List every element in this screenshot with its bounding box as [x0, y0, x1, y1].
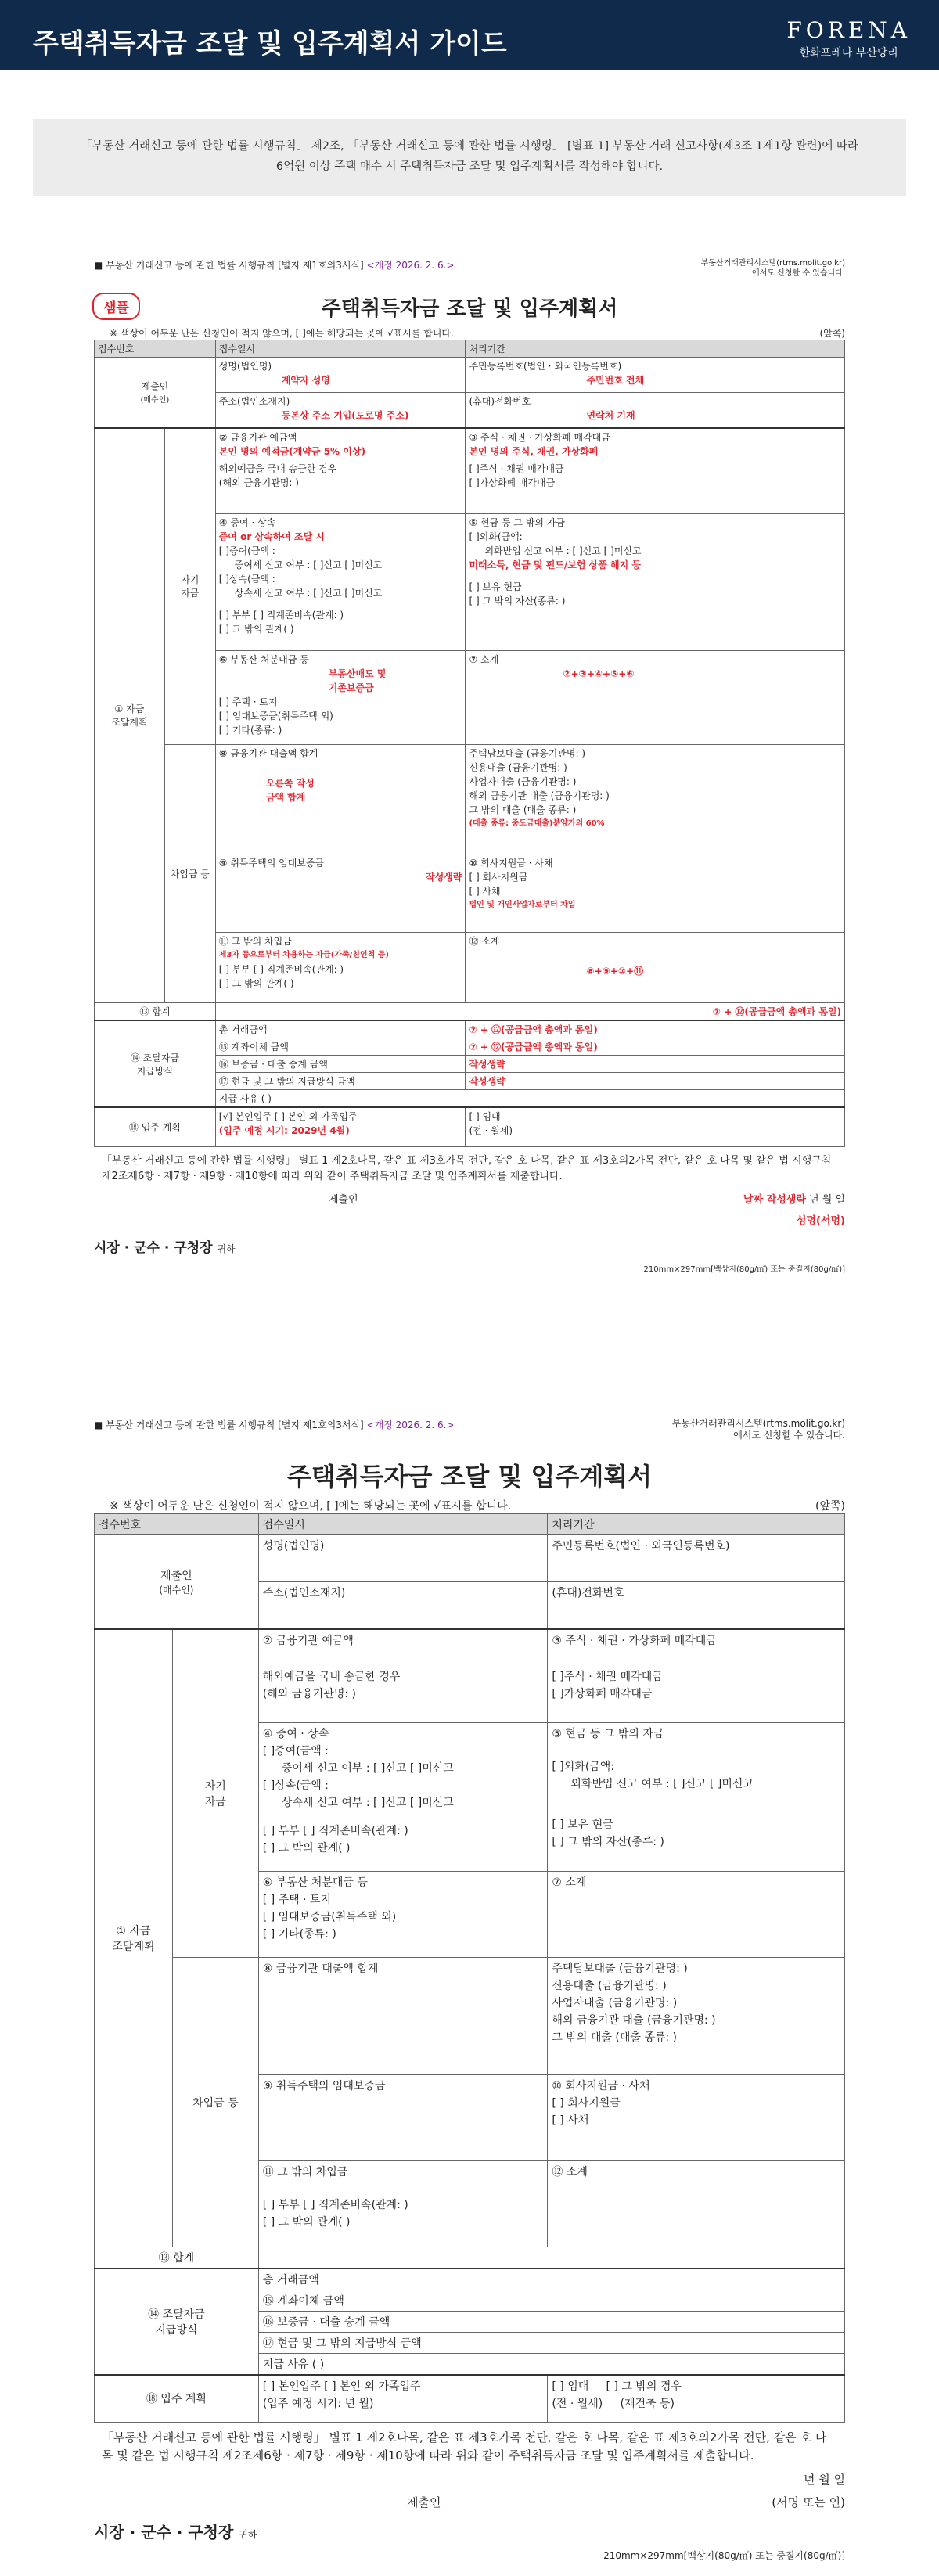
page-header — [0, 0, 939, 70]
paper-spec: 210mm×297mm[백상지(80g/㎡) 또는 중질지(80g/㎡)] — [603, 2549, 845, 2561]
sample-table: 접수번호 접수일시 처리기간 제출인 (매수인) 성명(법인명) 계약자 성명 주민등록번호(법인 · 외국인등록번호) 주민번호 전체 주소(법인소재지) 등본상 주소 기입(도로명 주소) (휴대)전화번호 연락처 기재 ① 자금 조달계획 자기 자금 ② 금융기관 예금액 본인 명의 예적금(계약금 5% 이상) 해외예금을 국내 송금한 경우 (해외 금융기관명: ) ③ 주식 · 채권 · 가상화폐 매각대금 본인 명의 주식, 채권, 가상화폐 [ ]주식 · 채권 매각대금 [ ]가상화폐 매각대금 ④ 증여 · 상속 증여 or 상속하여 조달 시 [ ]증여(금액 : 증여세 신고 여부 : [ ]신고 [ ]미신고 [ ]상속(금액 : 상속세 신고 여부 : [ ]신고 [ ]미신고 [ ] 부부 [ ] 직계존비속(관계: ) [ ] 그 밖의 관계( ) ⑤ 현금 등 그 밖의 자금 [ ]외화(금액: 외화반입 신고 여부 : [ ]신고 [ ]미신고 미래소득, 현금 및 펀드/보험 상품 해지 등 [ ] 보유 현금 [ ] 그 밖의 자산(종류: ) ⑥ 부동산 처분대금 등 부동산매도 및 기존보증금 [ ] 주택 · 토지 [ ] 임대보증금(취득주택 외) [ ] 기타(종류: ) ⑦ 소계 ②+③+④+⑤+⑥ 차입금 등 ⑧ 금융기관 대출액 합계 오른쪽 작성 금액 합계 주택담보대출 (금융기관명: ) 신용대출 (금융기관명: ) 사업자대출 (금융기관명: ) 해외 금융기관 대출 (금융기관명: ) 그 밖의 대출 (대출 종류: ) (대출 종류: 중도금대출)분양가의 60% ⑨ 취득주택의 임대보증금 작성생략 ⑩ 회사지원금 · 사채 [ ] 회사지원금 [ ] 사채 법인 및 개인사업자로부터 차입 ⑪ 그 밖의 차입금 제3자 등으로부터 차용하는 자금(가족/친인척 등) [ ] 부부 [ ] 직계존비속(관계: ) [ ] 그 밖의 관계( ) ⑫ 소계 ⑧+⑨+⑩+⑪ ⑬ 합계 ⑦ + ⑫(공급금액 총액과 동일) ⑭ 조달자금 지급방식 총 거래금액 ⑦ + ⑫(공급금액 총액과 동일) ⑮ 계좌이체 금액 ⑦ + ⑫(공급금액 총액과 동일) ⑯ 보증금 · 대출 승계 금액 작성생략 ⑰ 현금 및 그 밖의 지급방식 금액 작성생략 지급 사유 ( ) ⑱ 입주 계획 [√] 본인입주 [ ] 본인 외 가족입주 (입주 예정 시기: 2029년 4월) [ ] 임대 (전 · 월세) — [94, 340, 845, 1147]
law-reference: ■ 부동산 거래신고 등에 관한 법률 시행규칙 [별지 제1호의3서식] <개정 2026. 2. 6.> — [94, 1419, 455, 1430]
brand-wordmark: FORENA — [786, 17, 911, 43]
intro-line-2: 6억원 이상 주택 매수 시 주택취득자금 조달 및 입주계획서를 작성해야 합니다. — [275, 160, 664, 173]
blank-form: ■ 부동산 거래신고 등에 관한 법률 시행규칙 [별지 제1호의3서식] <개정 2026. 2. 6.> 부동산거래관리시스템(rtms.molit.go.kr) 에서도 신청할 수 있습니다. 주택취득자금 조달 및 입주계획서 ※ 색상이 어두운 난은 신청인이 적지 않으며, [ ]에는 해당되는 곳에 √표시를 합니다. (앞쪽) 접수번호 접수일시 처리기간 제출인 (매수인) 성명(법인명) 주민등록번호(법인 · 외국인등록번호) 주소(법인소재지) (휴대)전화번호 ① 자금 조달계획 자기 자금 ② 금융기관 예금액 해외예금을 국내 송금한 경우 (해외 금융기관명: ) ③ 주식 · 채권 · 가상화폐 매각대금 [ ]주식 · 채권 매각대금 [ ]가상화폐 매각대금 ④ 증여 · 상속 [ ]증여(금액 : 증여세 신고 여부 : [ ]신고 [ ]미신고 [ ]상속(금액 : 상속세 신고 여부 : [ ]신고 [ ]미신고 [ ] 부부 [ ] 직계존비속(관계: ) [ ] 그 밖의 관계( ) ⑤ 현금 등 그 밖의 자금 [ ]외화(금액: 외화반입 신고 여부 : [ ]신고 [ ]미신고 [ ] 보유 현금 [ ] 그 밖의 자산(종류: ) ⑥ 부동산 처분대금 등 [ ] 주택 · 토지 [ ] 임대보증금(취득주택 외) [ ] 기타(종류: ) ⑦ 소계 차입금 등 ⑧ 금융기관 대출액 합계 주택담보대출 (금융기관명: ) 신용대출 (금융기관명: ) 사업자대출 (금융기관명: ) 해외 금융기관 대출 (금융기관명: ) 그 밖의 대출 (대출 종류: ) ⑨ 취득주택의 임대보증금 ⑩ 회사지원금 · 사채 [ ] 회사지원금 [ ] 사채 ⑪ 그 밖의 차입금 [ ] 부부 [ ] 직계존비속(관계: ) [ ] 그 밖의 관계( ) ⑫ 소계 ⑬ 합계 ⑭ 조달자금 지급방식 총 거래금액 ⑮ 계좌이체 금액 ⑯ 보증금 · 대출 승계 금액 ⑰ 현금 및 그 밖의 지급방식 금액 지급 사유 ( ) ⑱ 입주 계획 [ ] 본인입주 [ ] 본인 외 가족입주 (입주 예정 시기: 년 월) [ ] 임대 [ ] 그 밖의 경우 (전 · 월세) (재건축 등) 「부동산 거래신고 등에 관한 법률 시행령」 별표 1 제2호나목, 같은 표 제3호가목 전단, 같은 호 나목, 같은 표 제3호의2가목 전단, 같은 호 나목 및 같은 법 시행규칙 제2조제6항 · 제7항 · 제9항 · 제10항에 따라 위와 같이 주택취득자금 조달 및 입주계획서를 제출합니다. 년 월 일 제출인 (서명 또는 인) 시장 · 군수 · 구청장 귀하 210mm×297mm[백상지(80g/㎡) 또는 중질지(80g/㎡)] — [94, 1418, 845, 2561]
blank-table: 접수번호 접수일시 처리기간 제출인 (매수인) 성명(법인명) 주민등록번호(법인 · 외국인등록번호) 주소(법인소재지) (휴대)전화번호 ① 자금 조달계획 자기 자금 ② 금융기관 예금액 해외예금을 국내 송금한 경우 (해외 금융기관명: ) ③ 주식 · 채권 · 가상화폐 매각대금 [ ]주식 · 채권 매각대금 [ ]가상화폐 매각대금 ④ 증여 · 상속 [ ]증여(금액 : 증여세 신고 여부 : [ ]신고 [ ]미신고 [ ]상속(금액 : 상속세 신고 여부 : [ ]신고 [ ]미신고 [ ] 부부 [ ] 직계존비속(관계: ) [ ] 그 밖의 관계( ) ⑤ 현금 등 그 밖의 자금 [ ]외화(금액: 외화반입 신고 여부 : [ ]신고 [ ]미신고 [ ] 보유 현금 [ ] 그 밖의 자산(종류: ) ⑥ 부동산 처분대금 등 [ ] 주택 · 토지 [ ] 임대보증금(취득주택 외) [ ] 기타(종류: ) ⑦ 소계 차입금 등 ⑧ 금융기관 대출액 합계 주택담보대출 (금융기관명: ) 신용대출 (금융기관명: ) 사업자대출 (금융기관명: ) 해외 금융기관 대출 (금융기관명: ) 그 밖의 대출 (대출 종류: ) ⑨ 취득주택의 임대보증금 ⑩ 회사지원금 · 사채 [ ] 회사지원금 [ ] 사채 ⑪ 그 밖의 차입금 [ ] 부부 [ ] 직계존비속(관계: ) [ ] 그 밖의 관계( ) ⑫ 소계 ⑬ 합계 ⑭ 조달자금 지급방식 총 거래금액 ⑮ 계좌이체 금액 ⑯ 보증금 · 대출 승계 금액 ⑰ 현금 및 그 밖의 지급방식 금액 지급 사유 ( ) ⑱ 입주 계획 [ ] 본인입주 [ ] 본인 외 가족입주 (입주 예정 시기: 년 월) [ ] 임대 [ ] 그 밖의 경우 (전 · 월세) (재건축 등) — [94, 1513, 845, 2423]
form-title: 주택취득자금 조달 및 입주계획서 — [286, 1462, 653, 1491]
law-reference: ■ 부동산 거래신고 등에 관한 법률 시행규칙 [별지 제1호의3서식] <개정 2026. 2. 6.> — [94, 260, 455, 271]
form-title: 주택취득자금 조달 및 입주계획서 — [321, 297, 618, 321]
sample-badge: 샘플 — [92, 293, 140, 320]
site-note: 부동산거래관리시스템(rtms.molit.go.kr) 에서도 신청할 수 있습니다. — [700, 259, 845, 278]
brand-subtitle: 한화포레나 부산당리 — [799, 47, 898, 59]
form-notice: ※ 색상이 어두운 난은 신청인이 적지 않으며, [ ]에는 해당되는 곳에 √표시를 합니다. (앞쪽) — [110, 1500, 845, 1513]
mayor-addressee: 시장 · 군수 · 구청장 귀하 — [94, 1239, 236, 1256]
brand-logo — [786, 17, 911, 60]
form-notice: ※ 색상이 어두운 난은 신청인이 적지 않으며, [ ]에는 해당되는 곳에 √표시를 합니다. (앞쪽) — [110, 328, 845, 339]
site-note: 부동산거래관리시스템(rtms.molit.go.kr) 에서도 신청할 수 있습니다. — [671, 1418, 845, 1441]
intro-line-1: 「부동산 거래신고 등에 관한 법률 시행규칙」 제2조, 「부동산 거래신고 등에 관한 법률 시행령」 [별표 1] 부동산 거래 신고사항(제3조 1제1항 관련)에 따라 — [81, 140, 858, 153]
declaration: 「부동산 거래신고 등에 관한 법률 시행령」 별표 1 제2호나목, 같은 표 제3호가목 전단, 같은 호 나목, 같은 표 제3호의2가목 전단, 같은 호 나목 및 같은 법 시행규칙 제2조제6항 · 제7항 · 제9항 · 제10항에 따라 위와 같이 주택취득자금 조달 및 입주계획서를 제출합니다. — [102, 2430, 827, 2463]
intro-box — [33, 119, 906, 196]
declaration: 「부동산 거래신고 등에 관한 법률 시행령」 별표 1 제2호나목, 같은 표 제3호가목 전단, 같은 호 나목, 같은 표 제3호의2가목 전단, 같은 호 나목 및 같은 법 시행규칙 제2조제6항 · 제7항 · 제9항 · 제10항에 따라 위와 같이 주택취득자금 조달 및 입주계획서를 제출합니다. — [102, 1154, 832, 1182]
sample-form: ■ 부동산 거래신고 등에 관한 법률 시행규칙 [별지 제1호의3서식] <개정 2026. 2. 6.> 부동산거래관리시스템(rtms.molit.go.kr) 에서도 신청할 수 있습니다. 샘플 주택취득자금 조달 및 입주계획서 ※ 색상이 어두운 난은 신청인이 적지 않으며, [ ]에는 해당되는 곳에 √표시를 합니다. (앞쪽) 접수번호 접수일시 처리기간 제출인 (매수인) 성명(법인명) 계약자 성명 주민등록번호(법인 · 외국인등록번호) 주민번호 전체 주소(법인소재지) 등본상 주소 기입(도로명 주소) (휴대)전화번호 연락처 기재 ① 자금 조달계획 자기 자금 ② 금융기관 예금액 본인 명의 예적금(계약금 5% 이상) 해외예금을 국내 송금한 경우 (해외 금융기관명: ) ③ 주식 · 채권 · 가상화폐 매각대금 본인 명의 주식, 채권, 가상화폐 [ ]주식 · 채권 매각대금 [ ]가상화폐 매각대금 ④ 증여 · 상속 증여 or 상속하여 조달 시 [ ]증여(금액 : 증여세 신고 여부 : [ ]신고 [ ]미신고 [ ]상속(금액 : 상속세 신고 여부 : [ ]신고 [ ]미신고 [ ] 부부 [ ] 직계존비속(관계: ) [ ] 그 밖의 관계( ) ⑤ 현금 등 그 밖의 자금 [ ]외화(금액: 외화반입 신고 여부 : [ ]신고 [ ]미신고 미래소득, 현금 및 펀드/보험 상품 해지 등 [ ] 보유 현금 [ ] 그 밖의 자산(종류: ) ⑥ 부동산 처분대금 등 부동산매도 및 기존보증금 [ ] 주택 · 토지 [ ] 임대보증금(취득주택 외) [ ] 기타(종류: ) ⑦ 소계 ②+③+④+⑤+⑥ 차입금 등 ⑧ 금융기관 대출액 합계 오른쪽 작성 금액 합계 주택담보대출 (금융기관명: ) 신용대출 (금융기관명: ) 사업자대출 (금융기관명: ) 해외 금융기관 대출 (금융기관명: ) 그 밖의 대출 (대출 종류: ) (대출 종류: 중도금대출)분양가의 60% ⑨ 취득주택의 임대보증금 작성생략 ⑩ 회사지원금 · 사채 [ ] 회사지원금 [ ] 사채 법인 및 개인사업자로부터 차입 ⑪ 그 밖의 차입금 제3자 등으로부터 차용하는 자금(가족/친인척 등) [ ] 부부 [ ] 직계존비속(관계: ) [ ] 그 밖의 관계( ) ⑫ 소계 ⑧+⑨+⑩+⑪ ⑬ 합계 ⑦ + ⑫(공급금액 총액과 동일) ⑭ 조달자금 지급방식 총 거래금액 ⑦ + ⑫(공급금액 총액과 동일) ⑮ 계좌이체 금액 ⑦ + ⑫(공급금액 총액과 동일) ⑯ 보증금 · 대출 승계 금액 작성생략 ⑰ 현금 및 그 밖의 지급방식 금액 작성생략 지급 사유 ( ) ⑱ 입주 계획 [√] 본인입주 [ ] 본인 외 가족입주 (입주 예정 시기: 2029년 4월) [ ] 임대 (전 · 월세) 「부동산 거래신고 등에 관한 법률 시행령」 별표 1 제2호나목, 같은 표 제3호가목 전단, 같은 호 나목, 같은 표 제3호의2가목 전단, 같은 호 나목 및 같은 법 시행규칙 제2조제6항 · 제7항 · 제9항 · 제10항에 따라 위와 같이 주택취득자금 조달 및 입주계획서를 제출합니다. 제출인 날짜 작성생략 년 월 일 성명(서명) 시장 · 군수 · 구청장 귀하 210mm×297mm[백상지(80g/㎡) 또는 중질지(80g/㎡)] — [94, 259, 845, 1274]
paper-spec: 210mm×297mm[백상지(80g/㎡) 또는 중질지(80g/㎡)] — [643, 1265, 845, 1274]
mayor-addressee: 시장 · 군수 · 구청장 귀하 — [94, 2522, 257, 2542]
page-title: 주택취득자금 조달 및 입주계획서 가이드 — [33, 28, 507, 59]
